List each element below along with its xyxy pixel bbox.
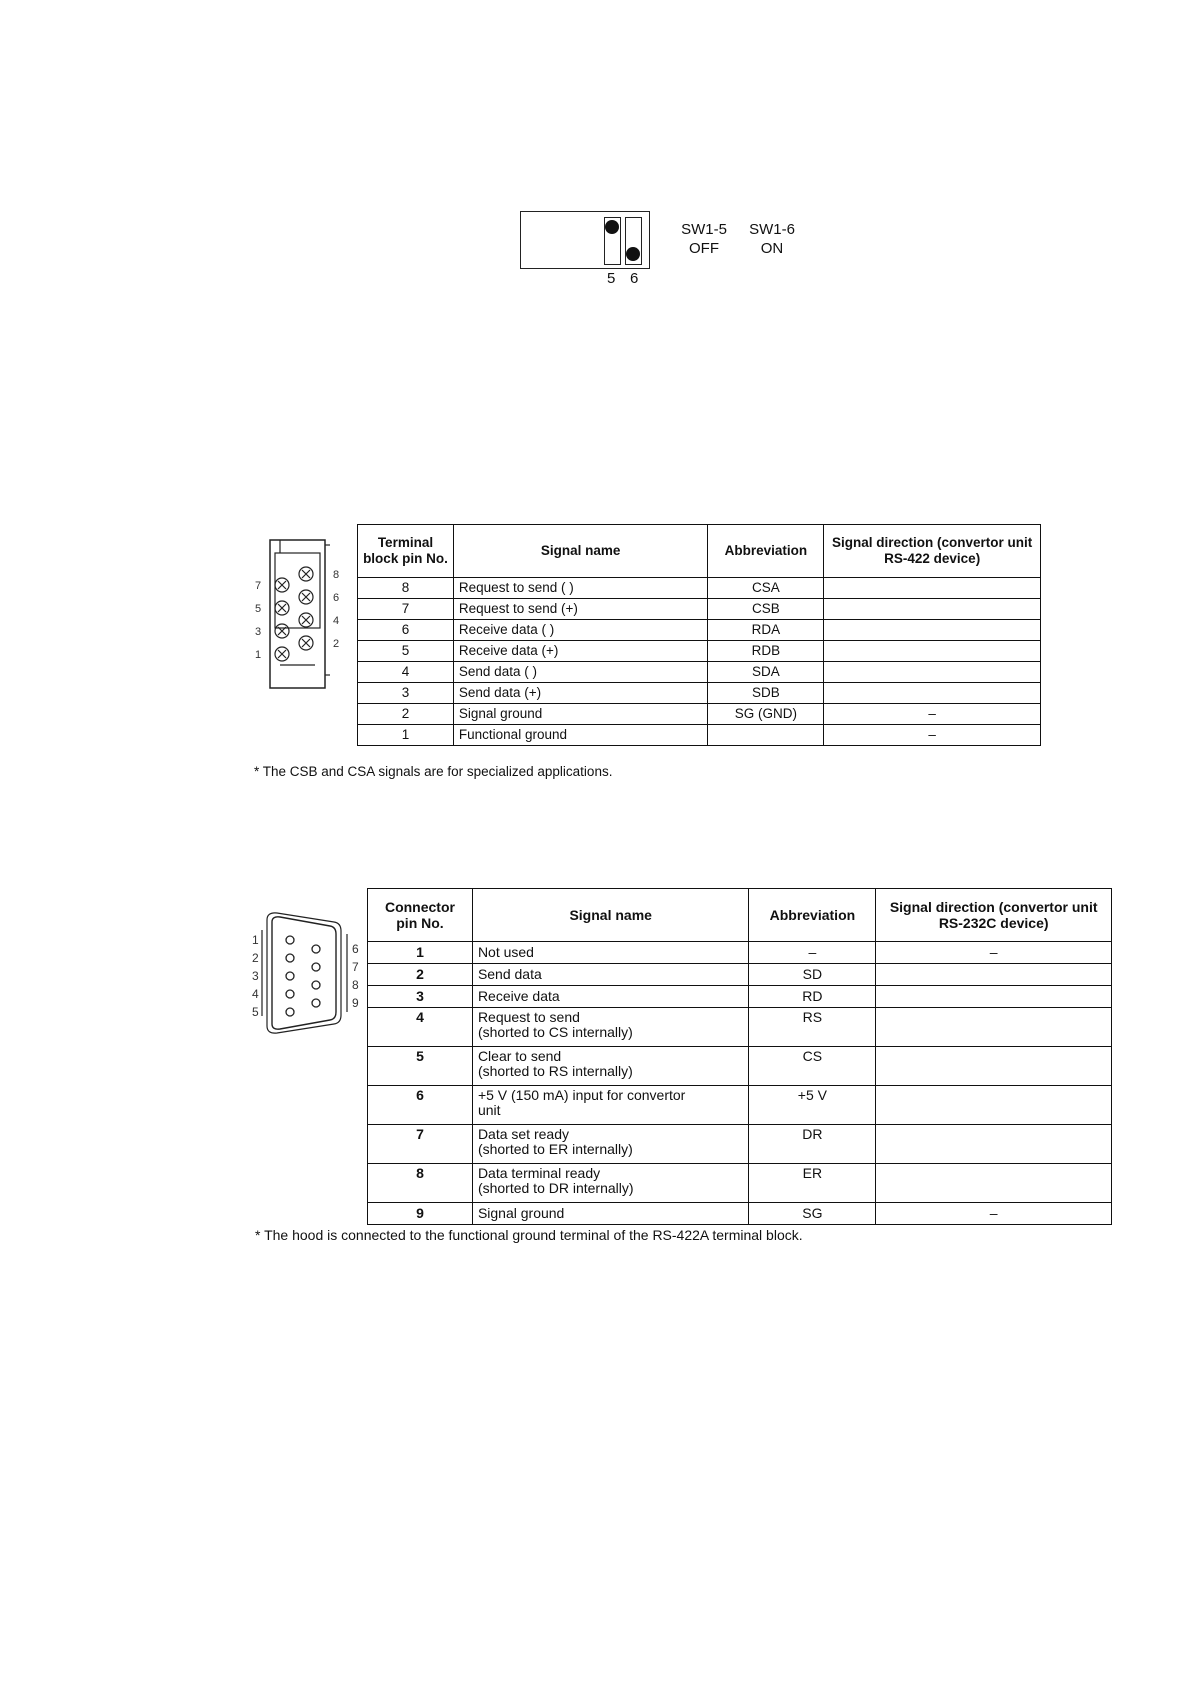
header-pin: Connector pin No. [368, 889, 473, 942]
direction-cell: – [876, 1203, 1112, 1225]
table-header-row [368, 889, 1112, 942]
signal-name-line: Clear to send [477, 1048, 562, 1064]
signal-name-line: +5 V (150 mA) input for convertor [477, 1087, 686, 1103]
table-row [368, 964, 1112, 986]
pin-label: 7 [352, 960, 359, 974]
table-row [358, 725, 1041, 746]
signal-name-cell: Receive data ( ) [453, 620, 708, 641]
switch-label-sw1-6 [742, 220, 802, 258]
abbreviation-cell [708, 725, 824, 746]
direction-cell [824, 683, 1041, 704]
pin-cell: 8 [368, 1164, 473, 1203]
switch-state: ON [760, 240, 784, 257]
abbreviation-cell: SDA [708, 662, 824, 683]
direction-cell [876, 964, 1112, 986]
table-row [358, 599, 1041, 620]
table-row [368, 1047, 1112, 1086]
abbreviation-cell: SG (GND) [708, 704, 824, 725]
abbreviation-cell: CS [749, 1047, 876, 1086]
pin-label: 5 [255, 603, 262, 615]
table-row [358, 662, 1041, 683]
signal-name-cell: Request to send ( ) [453, 578, 708, 599]
pin-cell: 1 [368, 942, 473, 964]
direction-cell [824, 620, 1041, 641]
switch-state: OFF [689, 240, 719, 257]
direction-cell: – [876, 942, 1112, 964]
table-row [358, 704, 1041, 725]
table-row [368, 1125, 1112, 1164]
dip-switch-6 [625, 217, 642, 265]
abbreviation-cell: +5 V [749, 1086, 876, 1125]
rs232c-pin-table [367, 888, 1112, 1225]
pin-cell: 3 [368, 986, 473, 1008]
pin-label: 4 [252, 987, 259, 1001]
direction-cell: – [824, 725, 1041, 746]
header-signal-direction: Signal direction (convertor unit RS-232C device) [876, 889, 1112, 942]
pin-label: 5 [252, 1005, 259, 1019]
signal-name-line: Request to send [477, 1009, 580, 1025]
rs232c-footnote: * The hood is connected to the functional ground terminal of the RS-422A terminal block. [255, 1227, 803, 1243]
abbreviation-cell: SDB [708, 683, 824, 704]
pin-cell: 9 [368, 1203, 473, 1225]
direction-cell [876, 1047, 1112, 1086]
signal-name-cell [472, 1008, 749, 1047]
table-row [368, 1008, 1112, 1047]
pin-label: 3 [255, 626, 262, 638]
pin-label: 7 [255, 580, 262, 592]
abbreviation-cell: RD [749, 986, 876, 1008]
rs422-pin-table [357, 524, 1041, 746]
pin-cell: 5 [358, 641, 454, 662]
direction-cell [824, 578, 1041, 599]
header-abbreviation: Abbreviation [749, 889, 876, 942]
direction-cell [824, 599, 1041, 620]
table-row [368, 1164, 1112, 1203]
pin-label: 6 [333, 592, 340, 604]
abbreviation-cell: RDA [708, 620, 824, 641]
table-row [368, 1203, 1112, 1225]
abbreviation-cell: RS [749, 1008, 876, 1047]
pin-cell: 5 [368, 1047, 473, 1086]
header-signal-name: Signal name [472, 889, 749, 942]
pin-label: 4 [333, 615, 340, 627]
table-row [358, 683, 1041, 704]
abbreviation-cell: DR [749, 1125, 876, 1164]
dip-number-5: 5 [607, 270, 616, 287]
signal-name-cell: Send data (+) [453, 683, 708, 704]
pin-cell: 7 [368, 1125, 473, 1164]
dip-switch-5 [604, 217, 621, 265]
pin-label: 1 [255, 649, 262, 661]
table-row [358, 578, 1041, 599]
switch-knob [605, 220, 619, 234]
direction-cell [876, 1164, 1112, 1203]
pin-cell: 7 [358, 599, 454, 620]
signal-name-cell: Functional ground [453, 725, 708, 746]
pin-label: 3 [252, 969, 259, 983]
pin-label: 2 [333, 638, 340, 650]
signal-name-note: unit [477, 1102, 501, 1118]
pin-cell: 1 [358, 725, 454, 746]
dsub-connector-diagram [250, 912, 365, 1042]
abbreviation-cell: RDB [708, 641, 824, 662]
signal-name-cell: Send data [472, 964, 749, 986]
table-row [368, 942, 1112, 964]
pin-cell: 2 [368, 964, 473, 986]
signal-name-note: (shorted to ER internally) [477, 1141, 633, 1157]
header-abbreviation: Abbreviation [708, 525, 824, 578]
direction-cell [876, 1125, 1112, 1164]
signal-name-line: Data set ready [477, 1126, 569, 1142]
table-row [358, 641, 1041, 662]
table-row [368, 1086, 1112, 1125]
header-signal-direction: Signal direction (convertor unit RS-422 device) [824, 525, 1041, 578]
signal-name-note: (shorted to RS internally) [477, 1063, 633, 1079]
abbreviation-cell: – [749, 942, 876, 964]
direction-cell [876, 1008, 1112, 1047]
direction-cell [824, 662, 1041, 683]
pin-cell: 2 [358, 704, 454, 725]
signal-name-note: (shorted to DR internally) [477, 1180, 634, 1196]
header-signal-name: Signal name [453, 525, 708, 578]
pin-label: 2 [252, 951, 259, 965]
pin-cell: 6 [358, 620, 454, 641]
dip-switch-diagram [520, 211, 650, 269]
signal-name-note: (shorted to CS internally) [477, 1024, 633, 1040]
switch-name: SW1-5 [681, 221, 727, 238]
pin-cell: 3 [358, 683, 454, 704]
pin-cell: 4 [358, 662, 454, 683]
switch-knob [626, 247, 640, 261]
signal-name-cell: Request to send (+) [453, 599, 708, 620]
abbreviation-cell: CSA [708, 578, 824, 599]
table-row [358, 620, 1041, 641]
signal-name-cell [472, 1086, 749, 1125]
signal-name-cell: Send data ( ) [453, 662, 708, 683]
terminal-block-diagram [250, 535, 350, 695]
pin-label: 8 [333, 569, 340, 581]
pin-label: 6 [352, 942, 359, 956]
signal-name-cell [472, 1164, 749, 1203]
pin-label: 1 [252, 933, 259, 947]
rs422-footnote: * The CSB and CSA signals are for specialized applications. [254, 764, 613, 779]
table-row [368, 986, 1112, 1008]
pin-cell: 6 [368, 1086, 473, 1125]
pin-cell: 4 [368, 1008, 473, 1047]
signal-name-cell [472, 1047, 749, 1086]
pin-label: 8 [352, 978, 359, 992]
signal-name-cell [472, 1125, 749, 1164]
abbreviation-cell: CSB [708, 599, 824, 620]
abbreviation-cell: SD [749, 964, 876, 986]
pin-cell: 8 [358, 578, 454, 599]
signal-name-cell: Signal ground [472, 1203, 749, 1225]
table-header-row [358, 525, 1041, 578]
header-pin: Terminal block pin No. [358, 525, 454, 578]
signal-name-cell: Receive data (+) [453, 641, 708, 662]
switch-name: SW1-6 [749, 221, 795, 238]
switch-label-sw1-5 [674, 220, 734, 258]
direction-cell [876, 1086, 1112, 1125]
signal-name-cell: Receive data [472, 986, 749, 1008]
direction-cell: – [824, 704, 1041, 725]
direction-cell [824, 641, 1041, 662]
signal-name-line: Data terminal ready [477, 1165, 601, 1181]
signal-name-cell: Signal ground [453, 704, 708, 725]
signal-name-cell: Not used [472, 942, 749, 964]
pin-label: 9 [352, 996, 359, 1010]
dip-number-6: 6 [630, 270, 639, 287]
abbreviation-cell: SG [749, 1203, 876, 1225]
abbreviation-cell: ER [749, 1164, 876, 1203]
direction-cell [876, 986, 1112, 1008]
